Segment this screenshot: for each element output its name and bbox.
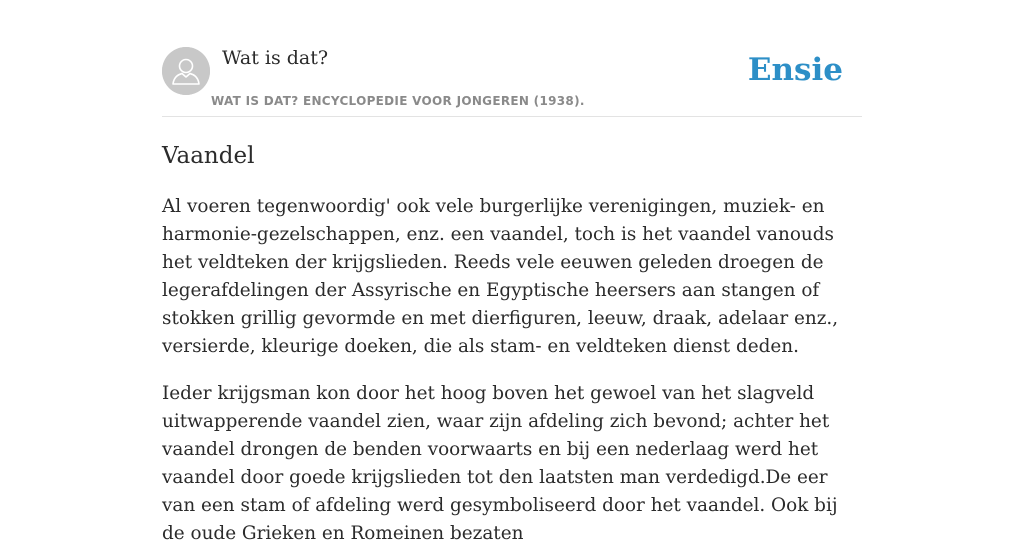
article-container bbox=[162, 46, 862, 548]
entry-body bbox=[162, 193, 862, 548]
brand-logo[interactable]: Ensie bbox=[747, 52, 843, 88]
entry-title: Vaandel bbox=[162, 143, 255, 169]
source-title[interactable]: Wat is dat? bbox=[222, 47, 329, 69]
body-paragraph: Al voeren tegenwoordig' ook vele burgerlijke verenigingen, muziek- en harmonie-gezelschappen, enz. een vaandel, toch is het vaandel vanouds het veldteken der krijgslieden. Reeds vele eeuwen geleden droegen de legerafdelingen der Assyrische en Egyptische heersers aan stangen of stokken grillig gevormde en met dierfiguren, leeuw, draak, adelaar enz., versierde, kleurige doeken, die als stam- en veldteken dienst deden. bbox=[162, 196, 839, 357]
body-paragraph: Ieder krijgsman kon door het hoog boven het gewoel van het slagveld uitwapperende vaandel zien, waar zijn afdeling zich bevond; achter het vaandel drongen de benden voorwaarts en bij een nederlaag werd het vaandel door goede krijgslieden tot den laatsten man verdedigd.De eer van een stam of afdeling werd gesymboliseerd door het vaandel. Ook bij de oude Grieken en Romeinen bezaten bbox=[162, 383, 838, 544]
user-silhouette-icon[interactable] bbox=[162, 47, 210, 95]
source-subtitle: WAT IS DAT? ENCYCLOPEDIE VOOR JONGEREN (1938). bbox=[211, 94, 585, 108]
source-header bbox=[162, 46, 862, 117]
